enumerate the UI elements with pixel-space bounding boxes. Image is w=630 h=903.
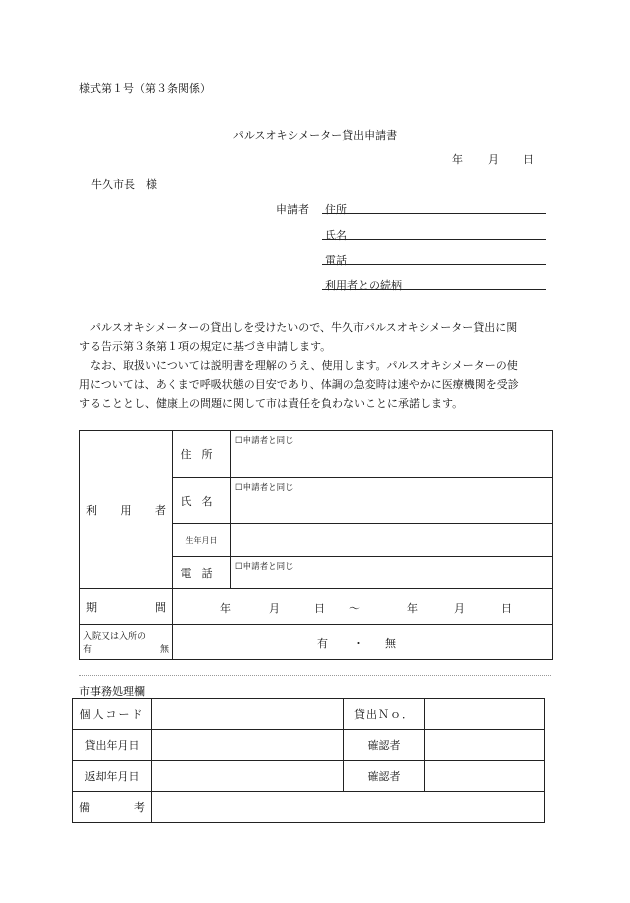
paragraph-request-line-2: する告示第３条第１項の規定に基づき申請します。 [79, 340, 332, 353]
user-phone-label-cell [173, 557, 231, 589]
user-address-label-cell [173, 431, 231, 478]
paragraph-consent [79, 356, 552, 413]
office-heading: 市事務処理欄 [79, 685, 145, 698]
document-title [0, 127, 630, 143]
user-name-same-checkbox[interactable]: ☐申請者と同じ [235, 483, 294, 493]
applicant-address-label: 住所 [325, 203, 347, 216]
return-confirmer-label-cell [344, 761, 425, 792]
user-name-field[interactable] [231, 478, 553, 524]
period-values [173, 600, 552, 614]
hospital-field [173, 625, 553, 660]
user-label-cell [80, 431, 173, 589]
applicant-relation-label: 利用者との続柄 [325, 279, 402, 292]
user-phone-same-checkbox[interactable]: ☐申請者と同じ [235, 562, 294, 572]
personal-code-label-cell [73, 699, 152, 730]
loan-date-field[interactable] [152, 730, 344, 761]
user-birthdate-label-cell [173, 524, 231, 557]
paragraph-request-line-1: パルスオキシメーターの貸出しを受けたいので、牛久市パルスオキシメーター貸出に関 [79, 321, 518, 334]
period-start-month: 月 [269, 601, 280, 615]
period-label [80, 599, 172, 615]
period-end-year: 年 [407, 601, 418, 615]
period-label-char-1: 期 [86, 600, 97, 614]
period-tilde: 〜 [349, 601, 360, 615]
user-label [80, 502, 172, 518]
applicant-label: 申請者 [276, 203, 309, 216]
loan-confirmer-label: 確認者 [367, 739, 401, 752]
loan-date-label: 貸出年月日 [84, 739, 140, 752]
date-day: 日 [523, 153, 534, 166]
applicant-name-label: 氏名 [325, 229, 347, 242]
hospital-option-has[interactable]: 有 [317, 637, 328, 650]
period-start-year: 年 [220, 601, 231, 615]
hospital-option-dot: ・ [353, 637, 364, 650]
user-label-char-1: 利 [86, 503, 97, 517]
personal-code-field[interactable] [152, 699, 344, 730]
applicant-relation-line[interactable] [322, 289, 546, 290]
date-month: 月 [488, 153, 499, 166]
hospital-label-cell [80, 625, 173, 660]
period-end-month: 月 [454, 601, 465, 615]
remarks-field[interactable] [152, 792, 545, 823]
period-label-cell [80, 589, 173, 625]
user-birthdate-label: 生年月日 [185, 535, 218, 545]
user-table [79, 430, 553, 660]
return-date-label: 返却年月日 [84, 770, 140, 783]
hospital-option-none[interactable]: 無 [385, 637, 396, 650]
applicant-phone-line[interactable] [322, 264, 546, 265]
paragraph-request [79, 318, 552, 356]
return-date-field[interactable] [152, 761, 344, 792]
hospital-label-line-1: 入院又は入所の [83, 632, 147, 642]
applicant-name-line[interactable] [322, 239, 546, 240]
office-table [72, 698, 545, 823]
user-label-char-2: 用 [120, 503, 132, 517]
remarks-label-cell [73, 792, 152, 823]
remarks-label-char-2: 考 [134, 801, 145, 814]
user-birthdate-field[interactable] [231, 524, 553, 557]
hospital-label-has: 有 [83, 645, 93, 655]
loan-date-label-cell [73, 730, 152, 761]
hospital-label-line-2 [83, 642, 169, 655]
applicant-address-line[interactable] [322, 213, 546, 214]
loan-no-label-cell [344, 699, 425, 730]
loan-confirmer-field[interactable] [425, 730, 545, 761]
date-year: 年 [452, 153, 463, 166]
loan-no-field[interactable] [425, 699, 545, 730]
addressee: 牛久市長 様 [91, 178, 157, 191]
period-field[interactable] [173, 589, 553, 625]
paragraph-consent-line-1: なお、取扱いについては説明書を理解のうえ、使用します。パルスオキシメーターの使 [79, 359, 518, 372]
paragraph-consent-line-2: 用については、あくまで呼吸状態の目安であり、体調の急変時は速やかに医療機関を受診 [79, 378, 519, 391]
loan-no-label: 貸出Ｎｏ． [354, 708, 414, 721]
hospital-label-none: 無 [159, 645, 169, 655]
user-name-label-cell [173, 478, 231, 524]
personal-code-label: 個人コード [79, 708, 145, 721]
remarks-label [73, 799, 151, 815]
loan-confirmer-label-cell [344, 730, 425, 761]
user-phone-field[interactable] [231, 557, 553, 589]
user-address-same-checkbox[interactable]: ☐申請者と同じ [235, 436, 294, 446]
user-phone-label: 電話 [180, 566, 223, 580]
period-end-day: 日 [501, 601, 512, 615]
return-confirmer-label: 確認者 [367, 770, 401, 783]
hospital-options [173, 635, 552, 649]
period-label-char-2: 間 [155, 600, 166, 614]
document-title-text: パルスオキシメーター貸出申請書 [232, 129, 398, 142]
user-address-field[interactable] [231, 431, 553, 478]
user-name-label: 氏名 [180, 494, 223, 508]
section-divider [79, 675, 551, 676]
form-number: 様式第１号（第３条関係） [79, 82, 211, 95]
period-start-day: 日 [314, 601, 325, 615]
remarks-label-char-1: 備 [79, 801, 90, 814]
paragraph-consent-line-3: することとし、健康上の問題に関して市は責任を負わないことに承諾します。 [79, 397, 464, 410]
user-label-char-3: 者 [155, 503, 166, 517]
applicant-phone-label: 電話 [325, 254, 347, 267]
return-confirmer-field[interactable] [425, 761, 545, 792]
return-date-label-cell [73, 761, 152, 792]
user-address-label: 住所 [180, 448, 223, 461]
